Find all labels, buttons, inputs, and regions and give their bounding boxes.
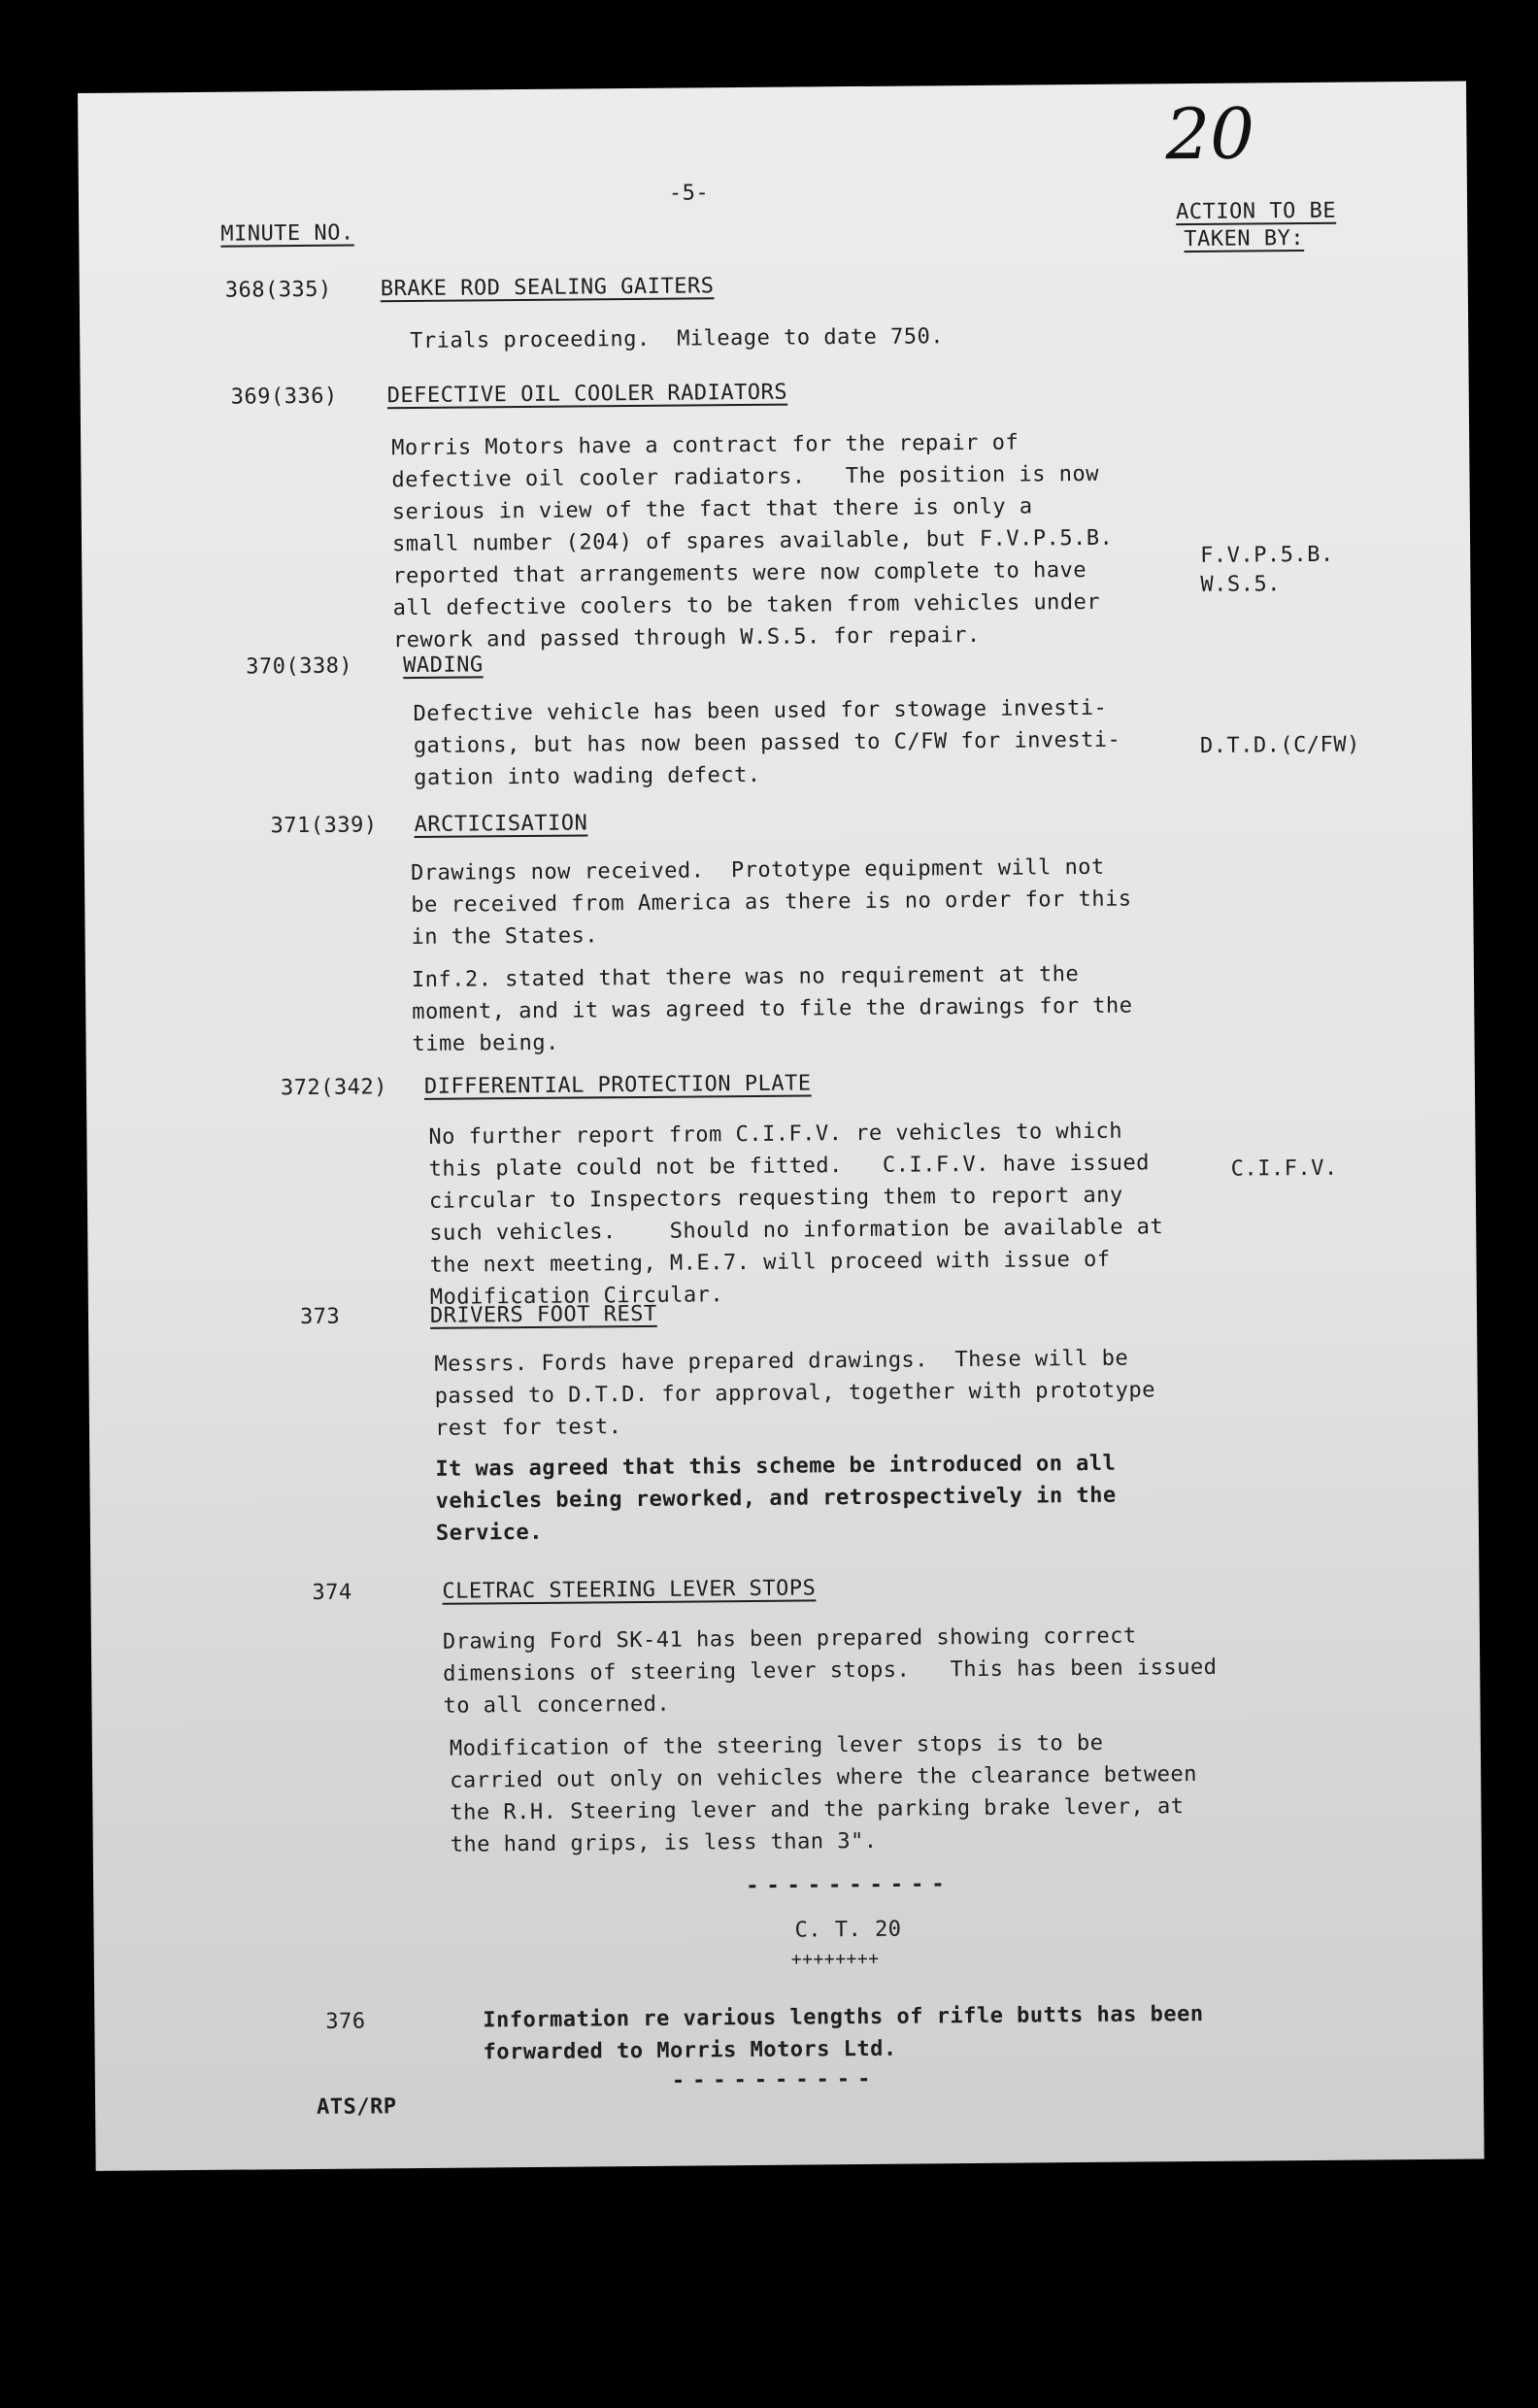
action-by: D.T.D.(C/FW) <box>1199 732 1360 758</box>
item-heading: DIFFERENTIAL PROTECTION PLATE <box>423 1071 812 1099</box>
minute-number: 372(342) <box>280 1075 388 1101</box>
action-by: W.S.5. <box>1200 572 1282 597</box>
separator-dashes: ---------- <box>746 1872 953 1899</box>
item-paragraph: No further report from C.I.F.V. re vehicles to which this plate could not be fitted. C.I.F.V. have issued circular to Inspectors requesting them to report any such vehicles. Should no information be available at the next meeting, M.E.7. will proceed with issue of Modification Circular. <box>428 1119 1164 1310</box>
minute-no-header: MINUTE NO. <box>220 220 354 247</box>
item-paragraph: Modification of the steering lever stops is to be carried out only on vehicles where the clearance between the R.H. Steering lever and the parking brake lever, at the hand grips, is less than 3". <box>449 1730 1197 1857</box>
item-paragraph: Trials proceeding. Mileage to date 750. <box>410 324 945 354</box>
section-rule: ++++++++ <box>790 1948 880 1970</box>
item-heading: BRAKE ROD SEALING GAITERS <box>380 274 715 302</box>
handwritten-page-number: 20 <box>1165 92 1255 176</box>
separator-dashes: ---------- <box>671 2066 879 2093</box>
minute-number: 370(338) <box>246 653 353 680</box>
minute-number: 368(335) <box>224 277 332 303</box>
action-by: C.I.F.V. <box>1230 1155 1338 1182</box>
item-heading: CLETRAC STEERING LEVER STOPS <box>442 1576 817 1604</box>
item-paragraph: It was agreed that this scheme be introduced on all vehicles being reworked, and retrospectively in the Service. <box>435 1451 1117 1546</box>
item-paragraph: Defective vehicle has been used for stowage investi- gations, but has now been passed to C/FW for investi- gation into wading defect. <box>413 695 1121 791</box>
item-paragraph: Messrs. Fords have prepared drawings. These will be passed to D.T.D. for approval, together with prototype rest for test. <box>434 1346 1156 1441</box>
document-page <box>78 82 1485 2171</box>
item-paragraph: Drawing Ford SK-41 has been prepared showing correct dimensions of steering lever stops. This has been issued to all concerned. <box>442 1623 1218 1719</box>
action-by: F.V.P.5.B. <box>1200 542 1334 568</box>
section-heading: C. T. 20 <box>794 1917 902 1943</box>
item-heading: DEFECTIVE OIL COOLER RADIATORS <box>386 380 788 409</box>
item-paragraph: Information re various lengths of rifle butts has been forwarded to Morris Motors Ltd. <box>483 2001 1204 2065</box>
item-paragraph: Morris Motors have a contract for the repair of defective oil cooler radiators. The position is now serious in view of the fact that there is only a small number (204) of spares available, but F.V.P.5.B. reported that arrangements were now complete to have all defective coolers to be taken from vehicles under rework and passed through W.S.5. for repair. <box>391 430 1114 653</box>
minute-number: 369(336) <box>230 384 338 410</box>
minute-number: 373 <box>299 1304 341 1330</box>
minute-number: 371(339) <box>270 813 378 839</box>
minute-number: 374 <box>312 1580 352 1605</box>
item-heading: ARCTICISATION <box>414 811 588 838</box>
action-header-line2: TAKEN BY: <box>1184 225 1305 252</box>
item-heading: WADING <box>403 652 484 679</box>
item-heading: DRIVERS FOOT REST <box>429 1301 657 1328</box>
item-paragraph: Inf.2. stated that there was no requirement at the moment, and it was agreed to file the drawings for the time being. <box>411 962 1133 1057</box>
minute-number: 376 <box>325 2009 366 2034</box>
item-paragraph: Drawings now received. Prototype equipment will not be received from America as there is no order for this in the States. <box>410 854 1132 951</box>
reference-initials: ATS/RP <box>317 2094 397 2120</box>
page-number: -5- <box>668 181 710 206</box>
action-header-line1: ACTION TO BE <box>1176 198 1337 225</box>
